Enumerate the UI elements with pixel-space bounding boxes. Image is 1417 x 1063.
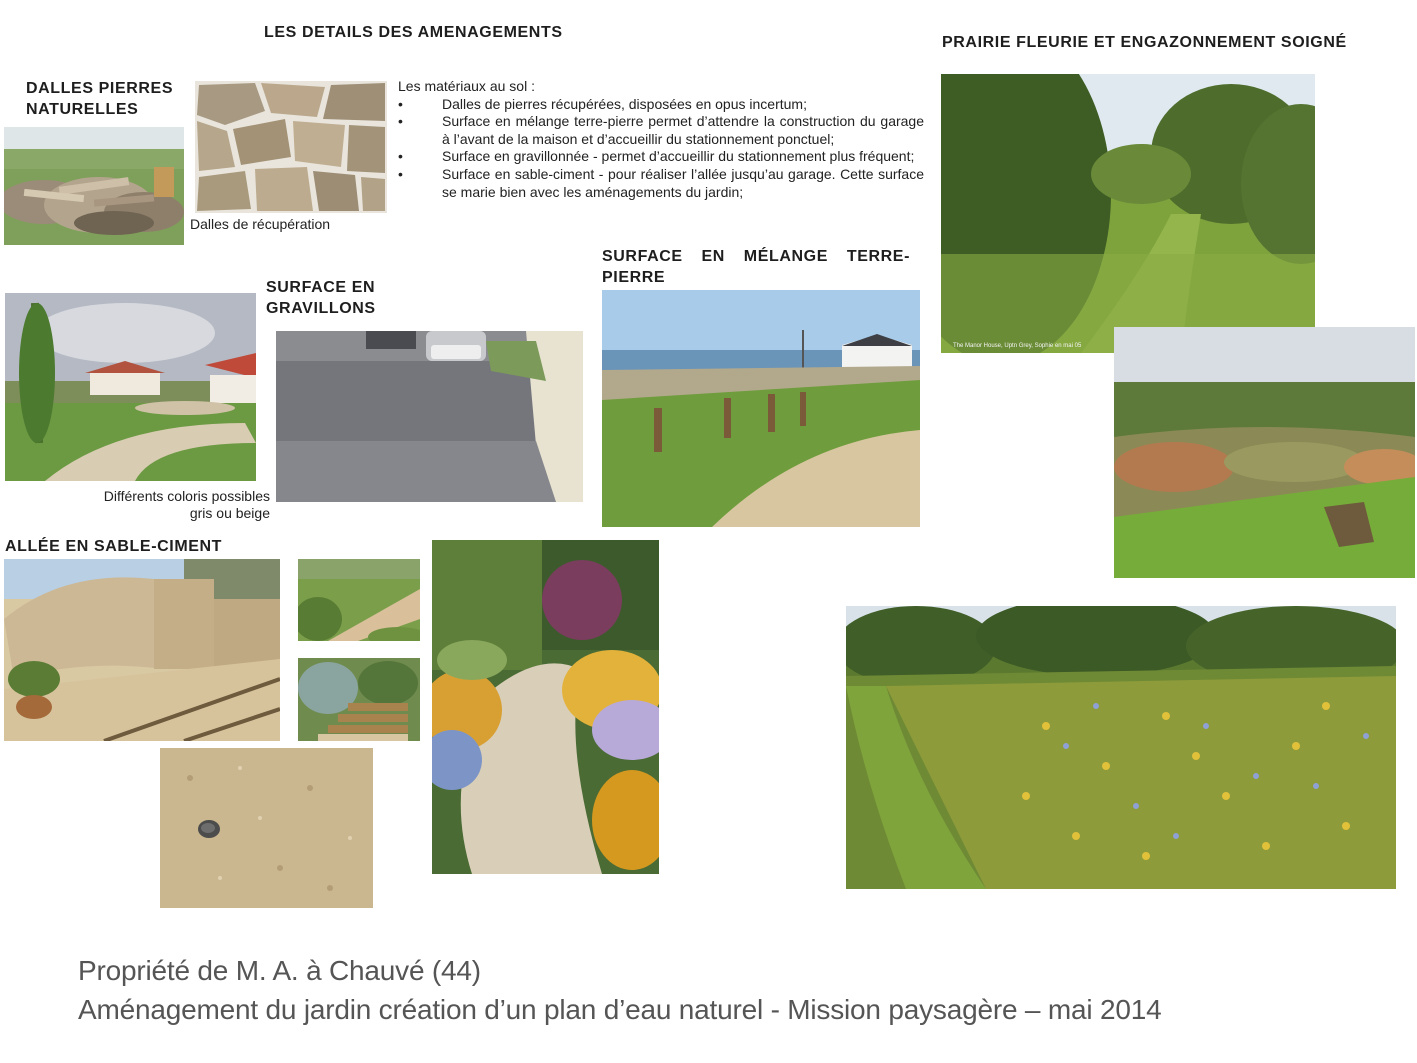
materials-intro: Les matériaux au sol :: [398, 78, 535, 94]
list-item: • Surface en sable-ciment - pour réaliser l’allée jusqu’au garage. Cette surface se marie bien avec les aménagements du jardin;: [398, 165, 924, 200]
footer-line1: Propriété de M. A. à Chauvé (44): [78, 955, 481, 986]
photo-terre-pierre: [602, 290, 920, 527]
caption-manor: The Manor House, Uptn Grey, Sophie en mai 05: [953, 343, 1082, 349]
photo-sable-ciment-texture: [160, 748, 373, 908]
heading-terre-line1: SURFACE EN MÉLANGE TERRE-: [602, 248, 910, 265]
photo-allee-flowers: [432, 540, 659, 874]
photo-gravel-parking: [276, 331, 583, 502]
heading-dalles-line1: DALLES PIERRES: [26, 80, 174, 97]
list-item: • Surface en gravillonnée - permet d’accueillir du stationnement plus fréquent;: [398, 148, 915, 165]
caption-coloris-line1: Différents coloris possibles: [103, 488, 270, 504]
heading-dalles-line2: NATURELLES: [26, 101, 139, 118]
photo-allee-small-2: [298, 658, 420, 741]
heading-gravillons-line1: SURFACE EN: [266, 279, 376, 296]
footer-line2: Aménagement du jardin création d’un plan d’eau naturel - Mission paysagère – mai 2014: [78, 994, 1162, 1025]
heading-gravillons: [266, 277, 376, 319]
heading-terre-line2: PIERRE: [602, 269, 666, 286]
heading-gravillons-line2: GRAVILLONS: [266, 300, 376, 317]
photo-allee-steps: [4, 559, 280, 741]
photo-gravel-road: [5, 293, 256, 481]
photo-opus-incertum: [195, 81, 387, 213]
photo-prairie-meadow: [846, 606, 1396, 889]
photo-allee-small-1: [298, 559, 420, 641]
photo-prairie-grasses: [1114, 327, 1415, 578]
section-title-details: LES DETAILS DES AMENAGEMENTS: [264, 24, 563, 41]
heading-allee: ALLÉE EN SABLE-CIMENT: [5, 538, 223, 555]
caption-dalles: Dalles de récupération: [190, 216, 331, 232]
section-title-prairie: PRAIRIE FLEURIE ET ENGAZONNEMENT SOIGNÉ: [942, 34, 1347, 51]
caption-coloris: [40, 488, 270, 522]
photo-stone-pile: [4, 127, 184, 245]
heading-dalles: [26, 78, 173, 120]
list-item: • Surface en mélange terre-pierre permet d’attendre la construction du garage à l’avant de la maison et d’accueillir du stationnement ponctuel;: [398, 113, 924, 147]
photo-prairie-path: [941, 74, 1315, 353]
list-item: • Dalles de pierres récupérées, disposées en opus incertum;: [398, 95, 807, 112]
heading-terre-pierre: [602, 246, 910, 288]
materials-list: [398, 78, 924, 201]
caption-coloris-line2: gris ou beige: [189, 505, 270, 521]
